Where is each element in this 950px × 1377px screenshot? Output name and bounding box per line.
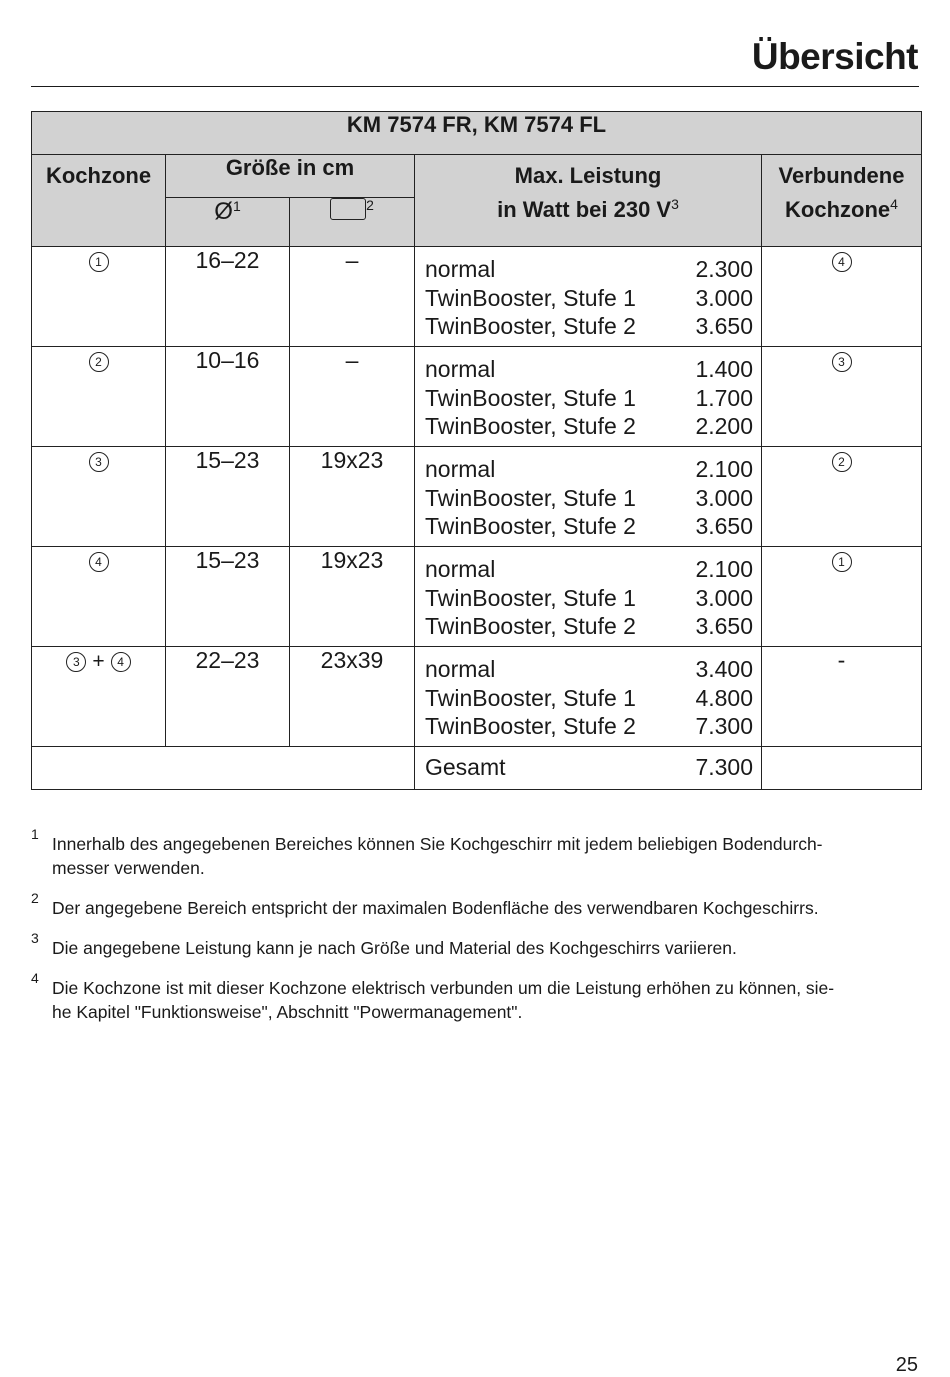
linked-zone-header-line2 xyxy=(762,193,921,227)
power-line: TwinBooster, Stufe 2 3.650 xyxy=(425,513,753,539)
total-empty-cell xyxy=(32,747,415,790)
linked-zone-cell xyxy=(762,347,922,447)
linked-zone-header-line2-text: Kochzone xyxy=(785,197,891,222)
footnote-ref-2: 2 xyxy=(366,197,374,213)
footnote-text: Die angegebene Leistung kann je nach Größe und Material des Kochgeschirrs variieren. xyxy=(52,938,737,958)
rectangle-size-cell: 19x23 xyxy=(290,447,415,547)
footnote xyxy=(31,930,911,960)
footnote xyxy=(31,826,911,880)
footnote-text: Die Kochzone ist mit dieser Kochzone elektrisch verbunden um die Leistung erhöhen zu können, sie- xyxy=(52,978,835,998)
table-row xyxy=(32,447,922,547)
linked-zone-header xyxy=(762,155,922,247)
size-header: Größe in cm xyxy=(166,155,415,198)
table-row xyxy=(32,647,922,747)
linked-zone-cell xyxy=(762,247,922,347)
power-line: TwinBooster, Stufe 1 3.000 xyxy=(425,284,753,311)
zone-number-badge: 2 xyxy=(89,352,109,372)
zone-cell xyxy=(32,547,166,647)
kochzone-header-label: Kochzone xyxy=(45,163,152,188)
cooking-zone-overview-table xyxy=(31,111,922,790)
footnote xyxy=(31,890,911,920)
footnote-number: 3 xyxy=(31,930,39,946)
power-line: normal 2.100 xyxy=(425,556,753,582)
footnote-text: Innerhalb des angegebenen Bereiches können Sie Kochgeschirr mit jedem beliebigen Bodendurch- xyxy=(52,834,823,854)
linked-zone-cell xyxy=(762,547,922,647)
table-row xyxy=(32,247,922,347)
power-cell xyxy=(415,547,762,647)
zone-plus-sign: + xyxy=(92,650,105,673)
power-line: TwinBooster, Stufe 1 3.000 xyxy=(425,584,753,611)
footnotes xyxy=(31,826,911,1040)
power-line: TwinBooster, Stufe 2 7.300 xyxy=(425,713,753,739)
zone-number-badge: 4 xyxy=(832,252,852,272)
power-header-line2-text: in Watt bei 230 V xyxy=(497,197,672,222)
power-cell xyxy=(415,647,762,747)
total-label: Gesamt xyxy=(425,754,506,780)
diameter-header xyxy=(166,198,290,247)
footnote-ref-3: 3 xyxy=(671,196,679,212)
power-cell xyxy=(415,347,762,447)
rectangle-header xyxy=(290,198,415,247)
power-line: TwinBooster, Stufe 1 1.700 xyxy=(425,384,753,411)
power-line: normal 1.400 xyxy=(425,356,753,382)
rectangle-icon xyxy=(330,198,366,220)
zone-number-badge: 1 xyxy=(832,552,852,572)
footnote-ref-4: 4 xyxy=(890,196,898,212)
zone-number-badge: 1 xyxy=(89,252,109,272)
linked-zone-cell xyxy=(762,447,922,547)
footnote xyxy=(31,970,911,1024)
footnote-text-continued: he Kapitel "Funktionsweise", Abschnitt "Powermanagement". xyxy=(52,1002,523,1022)
rectangle-size-cell: 19x23 xyxy=(290,547,415,647)
power-line: normal 3.400 xyxy=(425,656,753,682)
linked-zone-header-line1: Verbundene xyxy=(778,163,905,188)
zone-cell xyxy=(32,447,166,547)
page-number: 25 xyxy=(895,1354,918,1376)
zone-number-badge: 4 xyxy=(89,552,109,572)
zone-cell xyxy=(32,347,166,447)
zone-cell xyxy=(32,647,166,747)
diameter-cell: 15–23 xyxy=(166,547,290,647)
total-cell xyxy=(415,747,762,790)
kochzone-header xyxy=(32,155,166,247)
page-title: Übersicht xyxy=(751,36,918,77)
power-header xyxy=(415,155,762,247)
rectangle-size-cell: – xyxy=(290,247,415,347)
total-empty-cell xyxy=(762,747,922,790)
rectangle-size-cell: – xyxy=(290,347,415,447)
power-line: TwinBooster, Stufe 1 4.800 xyxy=(425,684,753,711)
zone-cell xyxy=(32,247,166,347)
rectangle-size-cell: 23x39 xyxy=(290,647,415,747)
power-line: TwinBooster, Stufe 1 3.000 xyxy=(425,484,753,511)
diameter-cell: 15–23 xyxy=(166,447,290,547)
footnote-number: 1 xyxy=(31,826,39,842)
power-line: TwinBooster, Stufe 2 3.650 xyxy=(425,613,753,639)
diameter-icon: Ø xyxy=(214,198,233,225)
footnote-text: Der angegebene Bereich entspricht der maximalen Bodenfläche des verwendbaren Kochgeschirrs. xyxy=(52,898,819,918)
diameter-cell: 22–23 xyxy=(166,647,290,747)
power-header-line2 xyxy=(415,193,761,227)
zone-number-badge: 4 xyxy=(111,652,131,672)
power-header-line1: Max. Leistung xyxy=(514,163,662,188)
title-divider xyxy=(31,86,919,87)
power-cell xyxy=(415,247,762,347)
total-row xyxy=(32,747,922,790)
footnote-ref-1: 1 xyxy=(232,198,241,214)
power-line: TwinBooster, Stufe 2 3.650 xyxy=(425,313,753,339)
zone-number-badge: 3 xyxy=(832,352,852,372)
total-value: 7.300 xyxy=(695,754,753,780)
table-row xyxy=(32,347,922,447)
diameter-cell: 16–22 xyxy=(166,247,290,347)
linked-zone-cell: - xyxy=(762,647,922,747)
footnote-text-continued: messer verwenden. xyxy=(52,858,205,878)
model-header: KM 7574 FR, KM 7574 FL xyxy=(32,112,922,155)
zone-number-badge: 2 xyxy=(832,452,852,472)
footnote-number: 4 xyxy=(31,970,39,986)
table-row xyxy=(32,547,922,647)
zone-number-badge: 3 xyxy=(66,652,86,672)
power-line: normal 2.100 xyxy=(425,456,753,482)
zone-number-badge: 3 xyxy=(89,452,109,472)
diameter-cell: 10–16 xyxy=(166,347,290,447)
power-line: TwinBooster, Stufe 2 2.200 xyxy=(425,413,753,439)
power-line: normal 2.300 xyxy=(425,256,753,282)
footnote-number: 2 xyxy=(31,890,39,906)
power-cell xyxy=(415,447,762,547)
